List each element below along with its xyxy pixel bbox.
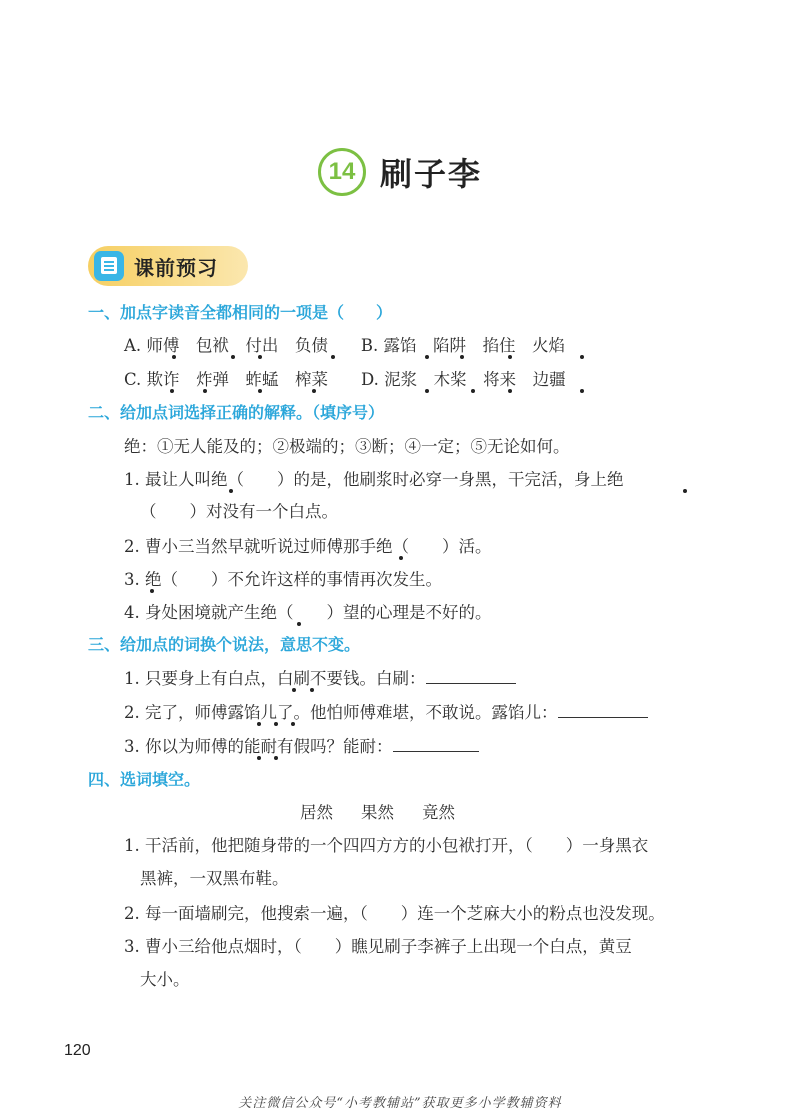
emphasis-dot xyxy=(291,722,295,726)
emphasis-dot xyxy=(683,489,687,493)
q3-item3-text: 3. 你以为师傅的能耐有假吗？能耐： xyxy=(124,737,393,756)
q2-heading: 二、给加点词选择正确的解释。（填序号） xyxy=(88,403,385,422)
emphasis-dot xyxy=(297,622,301,626)
emphasis-dot xyxy=(258,355,262,359)
word-bank-item: 竟然 xyxy=(422,803,455,822)
answer-blank[interactable] xyxy=(393,737,479,752)
q2-item4: 4. 身处困境就产生绝（ ）望的心理是不好的。 xyxy=(124,603,492,622)
q3-item1-text: 1. 只要身上有白点，白刷不要钱。白刷： xyxy=(124,669,426,688)
emphasis-dot xyxy=(172,355,176,359)
section-badge xyxy=(88,246,248,286)
section-badge-label: 课前预习 xyxy=(134,255,218,280)
emphasis-dot xyxy=(399,556,403,560)
q1-options-line2: C. 欺诈 炸弹 蚱蜢 榨菜 D. 泥浆 木桨 将来 边疆 xyxy=(124,370,566,389)
q2-item1-line2: （ ）对没有一个白点。 xyxy=(140,502,338,521)
q3-item1 xyxy=(124,665,516,689)
q4-item1-line1: 1. 干活前，他把随身带的一个四四方方的小包袱打开，（ ）一身黑衣 xyxy=(124,836,649,855)
emphasis-dot xyxy=(425,389,429,393)
lesson-title-row xyxy=(0,148,800,196)
lesson-title: 刷子李 xyxy=(379,155,482,193)
emphasis-dot xyxy=(229,489,233,493)
q4-item2: 2. 每一面墙刷完，他搜索一遍，（ ）连一个芝麻大小的粉点也没发现。 xyxy=(124,904,665,923)
answer-blank[interactable] xyxy=(558,703,648,718)
q4-item1-line2: 黑裤，一双黑布鞋。 xyxy=(140,869,289,888)
emphasis-dot xyxy=(292,688,296,692)
notebook-icon xyxy=(94,251,124,281)
emphasis-dot xyxy=(258,389,262,393)
emphasis-dot xyxy=(312,389,316,393)
emphasis-dot xyxy=(580,389,584,393)
emphasis-dot xyxy=(274,756,278,760)
emphasis-dot xyxy=(170,389,174,393)
emphasis-dot xyxy=(425,355,429,359)
q1-heading: 一、加点字读音全都相同的一项是（ ） xyxy=(88,303,393,322)
answer-blank[interactable] xyxy=(426,669,516,684)
q1-options-line1: A. 师傅 包袱 付出 负债 B. 露馅 陷阱 掐住 火焰 xyxy=(124,336,566,355)
emphasis-dot xyxy=(231,355,235,359)
q3-item3 xyxy=(124,733,479,757)
emphasis-dot xyxy=(257,722,261,726)
q4-heading: 四、选词填空。 xyxy=(88,770,201,789)
emphasis-dot xyxy=(274,722,278,726)
q4-item3-line2: 大小。 xyxy=(140,970,190,989)
q2-item2: 2. 曹小三当然早就听说过师傅那手绝（ ）活。 xyxy=(124,537,492,556)
page-number: 120 xyxy=(64,1042,91,1059)
q3-item2-text: 2. 完了，师傅露馅儿了。他怕师傅难堪，不敢说。露馅儿： xyxy=(124,703,558,722)
word-bank-item: 居然 xyxy=(300,803,333,822)
lesson-number-badge: 14 xyxy=(318,148,366,196)
word-bank-item: 果然 xyxy=(361,803,394,822)
q2-definitions: 绝：①无人能及的；②极端的；③断；④一定；⑤无论如何。 xyxy=(124,437,570,456)
emphasis-dot xyxy=(310,688,314,692)
q3-item2 xyxy=(124,699,648,723)
q2-item1-line1: 1. 最让人叫绝（ ）的是，他刷浆时必穿一身黑，干完活，身上绝 xyxy=(124,470,624,489)
emphasis-dot xyxy=(460,355,464,359)
emphasis-dot xyxy=(331,355,335,359)
q2-item3: 3. 绝（ ）不允许这样的事情再次发生。 xyxy=(124,570,442,589)
emphasis-dot xyxy=(203,389,207,393)
emphasis-dot xyxy=(508,389,512,393)
footer-note: 关注微信公众号“小考教辅站”获取更多小学教辅资料 xyxy=(238,1096,562,1111)
q3-heading: 三、给加点的词换个说法，意思不变。 xyxy=(88,635,361,654)
emphasis-dot xyxy=(508,355,512,359)
emphasis-dot xyxy=(580,355,584,359)
q4-word-bank xyxy=(300,799,455,823)
emphasis-dot xyxy=(150,589,154,593)
q4-item3-line1: 3. 曹小三给他点烟时，（ ）瞧见刷子李裤子上出现一个白点，黄豆 xyxy=(124,937,632,956)
emphasis-dot xyxy=(257,756,261,760)
emphasis-dot xyxy=(471,389,475,393)
